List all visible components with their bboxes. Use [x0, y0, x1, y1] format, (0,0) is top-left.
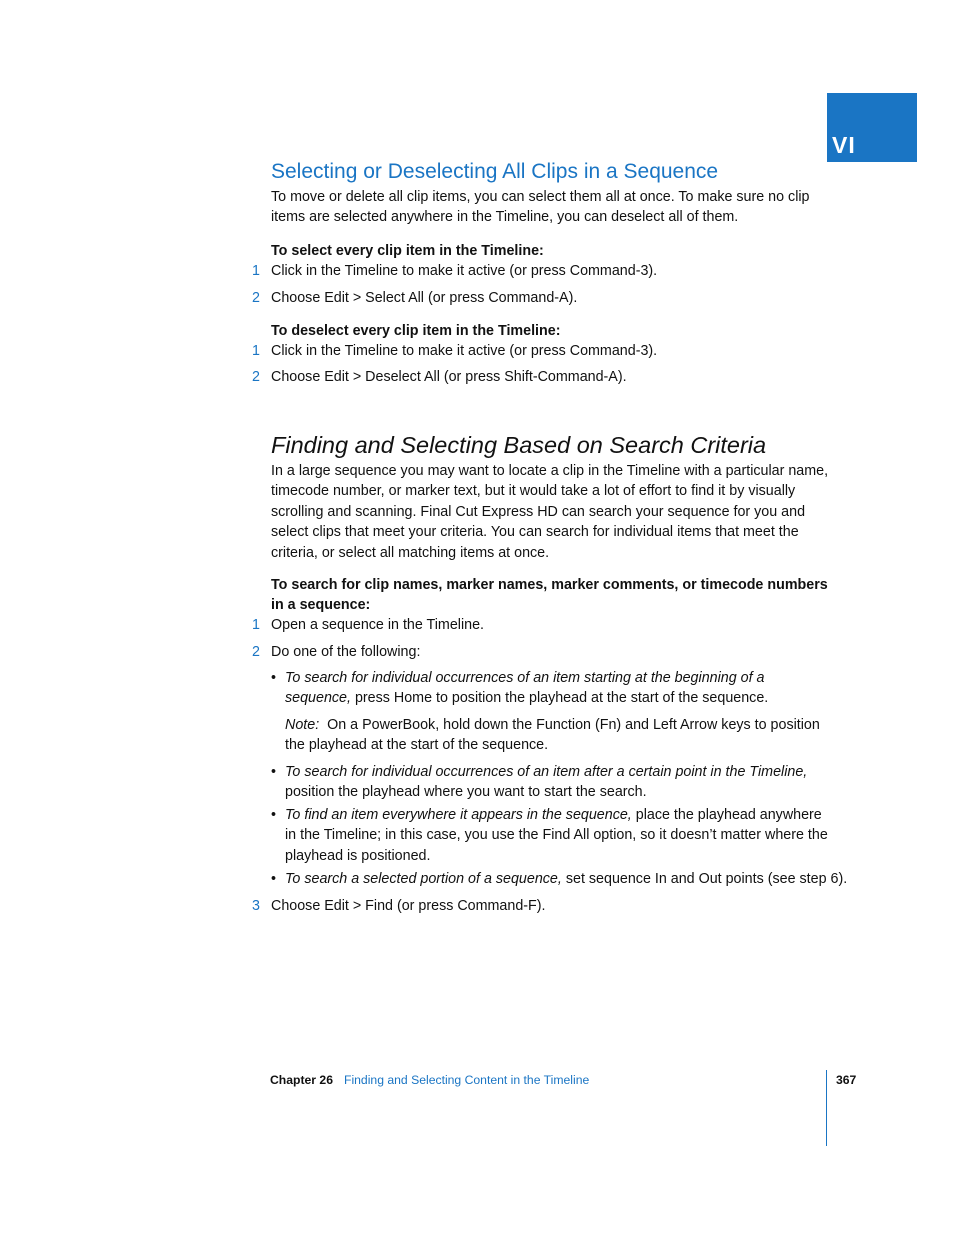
section-heading-select-all: Selecting or Deselecting All Clips in a Sequence	[271, 160, 719, 183]
procedure-title: To select every clip item in the Timeline:	[271, 243, 544, 259]
bullet-lead: To find an item everywhere it appears in the sequence,	[285, 807, 632, 823]
bullet-text: place the playhead anywhere in the Timeline; in this case, you use the Find All option, so it doesn’t matter where the playhead is positioned.	[285, 807, 828, 864]
part-tab-label: VI	[832, 132, 856, 158]
section-intro: To move or delete all clip items, you can select them all at once. To make sure no clip items are selected anywhere in the Timeline, you can deselect all of them.	[271, 189, 810, 226]
step-text: Do one of the following:	[271, 644, 421, 660]
step-text: Click in the Timeline to make it active (or press Command-3).	[271, 343, 658, 359]
note-text: On a PowerBook, hold down the Function (Fn) and Left Arrow keys to position the playhead at the start of the sequence.	[285, 717, 820, 754]
step-number: 1	[252, 617, 260, 633]
step-number: 3	[252, 898, 260, 914]
procedure-title: To deselect every clip item in the Timeline:	[271, 323, 561, 339]
step-number: 2	[252, 290, 260, 306]
part-tab	[827, 93, 917, 162]
step-item	[240, 642, 840, 662]
bullet-dot-icon: •	[271, 670, 277, 686]
step-number: 2	[252, 644, 260, 660]
footer-divider	[826, 1070, 827, 1146]
step-text: Open a sequence in the Timeline.	[271, 617, 485, 633]
step-number: 1	[252, 263, 260, 279]
bullet-text: press Home to position the playhead at the start of the sequence.	[354, 690, 769, 707]
bullet-dot-icon: •	[271, 871, 277, 887]
bullet-item	[271, 869, 848, 889]
bullet-item	[271, 805, 831, 866]
step-item	[240, 615, 840, 635]
step-text: Choose Edit > Deselect All (or press Shift-Command-A).	[271, 369, 627, 385]
footer-chapter-title: Finding and Selecting Content in the Timeline	[344, 1073, 590, 1087]
step-item	[240, 261, 840, 281]
bullet-dot-icon: •	[271, 807, 277, 823]
step-item	[240, 896, 840, 916]
procedure-title: To search for clip names, marker names, marker comments, or timecode numbers in a sequence:	[271, 577, 828, 614]
step-text: Click in the Timeline to make it active (or press Command-3).	[271, 263, 658, 279]
page-number: 367	[836, 1073, 857, 1087]
note-label: Note:	[285, 717, 320, 733]
bullet-lead: To search a selected portion of a sequence,	[285, 871, 562, 887]
section-intro: In a large sequence you may want to locate a clip in the Timeline with a particular name, timecode number, or marker text, but it would take a lot of effort to find it by visually scrolling and scanning. Final Cut Express HD can search your sequence for you and select clips that meet your criteria. You can search for individual items that meet the criteria, or select all matching items at once.	[271, 463, 829, 561]
step-number: 2	[252, 369, 260, 385]
step-item	[240, 341, 840, 361]
section-heading-search-criteria: Finding and Selecting Based on Search Criteria	[271, 432, 767, 458]
bullet-item	[271, 668, 831, 709]
bullet-dot-icon: •	[271, 764, 277, 780]
step-number: 1	[252, 343, 260, 359]
bullet-item	[271, 762, 831, 803]
bullet-lead: To search for individual occurrences of an item starting at the beginning of a sequence,	[285, 670, 765, 707]
footer-chapter: Chapter 26	[270, 1073, 333, 1087]
step-text: Choose Edit > Find (or press Command-F).	[271, 898, 546, 914]
note	[285, 715, 831, 756]
bullet-text: position the playhead where you want to start the search.	[285, 784, 647, 801]
bullet-lead: To search for individual occurrences of an item after a certain point in the Timeline,	[285, 764, 808, 780]
bullet-text: set sequence In and Out points (see step 6).	[565, 871, 848, 887]
step-item	[240, 367, 840, 387]
step-text: Choose Edit > Select All (or press Command-A).	[271, 290, 578, 306]
step-item	[240, 288, 840, 308]
